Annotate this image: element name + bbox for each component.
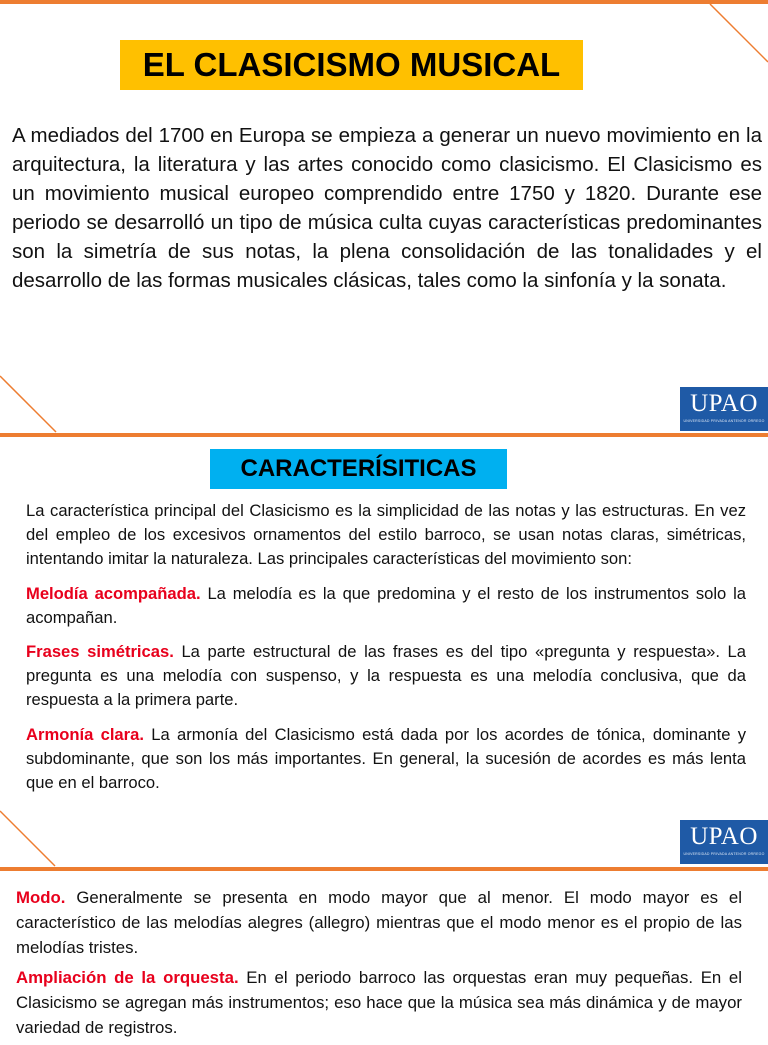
characteristic-term: Melodía acompañada. — [26, 583, 201, 603]
intro-paragraph: A mediados del 1700 en Europa se empieza a generar un nuevo movimiento en la arquitectura, la literatura y las artes conocido como clasicismo. El Clasicismo es un movimiento musical europeo comprendido entre 1750 y 1820. Durante ese periodo se desarrolló un tipo de música culta cuyas características predominantes son la simetría de sus notas, la plena consolidación de las tonalidades y el desarrollo de las formas musicales clásicas, tales como la sinfonía y la sonata. — [12, 124, 762, 292]
characteristic-text: Generalmente se presenta en modo mayor que al menor. El modo mayor es el característico de las melodías alegres (allegro) mientras que el modo menor es el propio de las melodías tristes. — [16, 888, 742, 957]
characteristic-term: Ampliación de la orquesta. — [16, 968, 239, 987]
characteristics-body — [26, 499, 746, 805]
characteristic-text: En el periodo barroco las orquestas eran muy pequeñas. En el Clasicismo se agregan más instrumentos; eso hace que la música sea más dinámica y de mayor variedad de registros. — [16, 968, 742, 1037]
logo-subtitle: UNIVERSIDAD PRIVADA ANTENOR ORREGO — [683, 852, 765, 856]
upao-logo — [680, 820, 768, 864]
top-accent-line — [0, 0, 768, 4]
logo-subtitle: UNIVERSIDAD PRIVADA ANTENOR ORREGO — [683, 419, 765, 423]
characteristic-text: La armonía del Clasicismo está dada por los acordes de tónica, dominante y subdominante, que son los más importantes. En general, la sucesión de acordes es más lenta que en el barroco. — [26, 724, 746, 793]
characteristic-item — [16, 965, 742, 1040]
logo-text: UPAO — [690, 823, 758, 850]
characteristic-item — [16, 885, 742, 960]
slide-title: EL CLASICISMO MUSICAL — [120, 40, 583, 90]
characteristic-term: Modo. — [16, 888, 66, 907]
logo-text: UPAO — [690, 390, 758, 417]
characteristic-item — [26, 723, 746, 796]
characteristic-item — [26, 640, 746, 713]
slide-1 — [0, 0, 768, 432]
characteristic-item — [26, 582, 746, 630]
characteristic-text: La parte estructural de las frases es del tipo «pregunta y respuesta». La pregunta es una melodía con suspenso, y la respuesta es una melodía conclusiva, que da respuesta a la primera parte. — [26, 642, 746, 710]
characteristics-intro: La característica principal del Clasicismo es la simplicidad de las notas y las estructuras. En vez del empleo de los excesivos ornamentos del estilo barroco, se usan notas claras, simétricas, intentando imitar la naturaleza. Las principales características del movimiento son: — [26, 501, 746, 569]
characteristics-continued — [16, 885, 742, 1045]
upao-logo — [680, 387, 768, 431]
characteristic-term: Armonía clara. — [26, 724, 144, 744]
slide-3 — [0, 867, 768, 1037]
characteristic-text: La melodía es la que predomina y el resto de los instrumentos solo la acompañan. — [26, 583, 746, 627]
top-accent-line — [0, 867, 768, 871]
top-accent-line — [0, 433, 768, 437]
characteristic-term: Frases simétricas. — [26, 642, 174, 662]
section-title: CARACTERÍSITICAS — [210, 449, 507, 489]
slide-2 — [0, 433, 768, 866]
